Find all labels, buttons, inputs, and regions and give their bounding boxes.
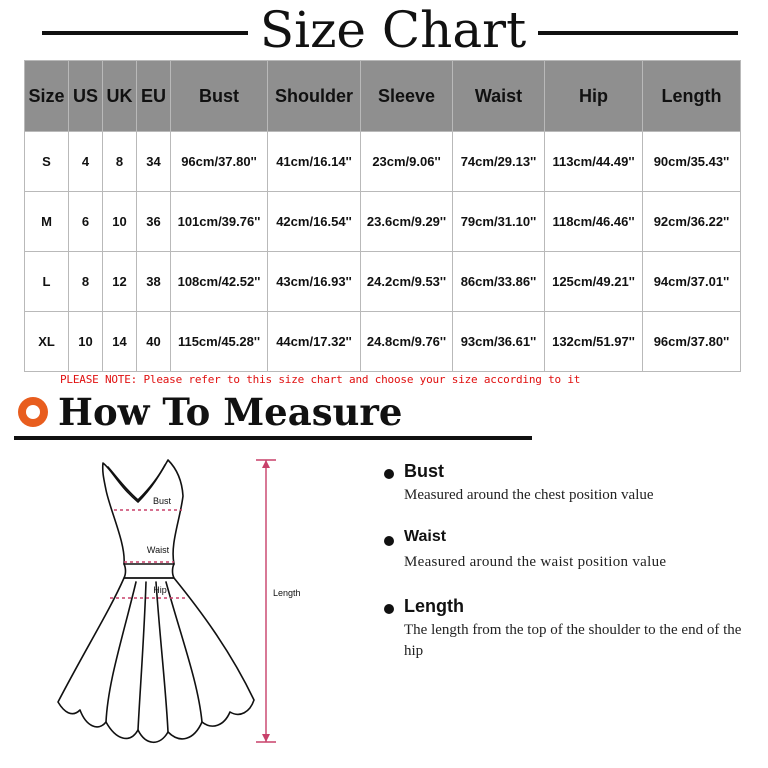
dress-diagram [40,450,330,760]
table-row [25,252,741,312]
table-cell: M [25,192,69,252]
measure-label: Length [404,596,464,616]
how-to-measure-title: How To Measure [58,390,403,434]
table-cell: 132cm/51.97'' [545,312,643,372]
table-cell: 23.6cm/9.29'' [361,192,453,252]
table-cell: 42cm/16.54'' [268,192,361,252]
column-header: Waist [453,61,545,132]
orange-ring-icon [18,397,48,427]
table-cell: 96cm/37.80'' [643,312,741,372]
table-cell: 115cm/45.28'' [171,312,268,372]
table-cell: 125cm/49.21'' [545,252,643,312]
table-cell: 8 [103,132,137,192]
dress-fold [138,582,146,730]
hip-diagram-label: Hip [153,585,167,595]
table-cell: 24.8cm/9.76'' [361,312,453,372]
size-chart-heading [0,2,768,58]
table-cell: 12 [103,252,137,312]
dress-neckline [108,465,165,500]
measure-description: Measured around the chest position value [404,487,654,503]
table-cell: S [25,132,69,192]
dress-fold [166,582,202,722]
bust-diagram-label: Bust [152,496,172,506]
column-header: Bust [171,61,268,132]
dress-waistband [124,564,174,578]
column-header: US [69,61,103,132]
table-cell: 10 [69,312,103,372]
table-cell: L [25,252,69,312]
table-cell: 101cm/39.76'' [171,192,268,252]
table-cell: 24.2cm/9.53'' [361,252,453,312]
table-cell: 79cm/31.10'' [453,192,545,252]
table-cell: 96cm/37.80'' [171,132,268,192]
table-cell: 113cm/44.49'' [545,132,643,192]
column-header: Shoulder [268,61,361,132]
title-rule-left [42,31,248,35]
table-cell: 44cm/17.32'' [268,312,361,372]
title-rule-right [538,31,738,35]
bullet-icon [384,536,394,546]
measure-label: Waist [404,528,447,545]
table-cell: 4 [69,132,103,192]
table-cell: 90cm/35.43'' [643,132,741,192]
length-arrow-top [262,460,270,468]
table-cell: 34 [137,132,171,192]
measure-label: Bust [404,461,444,481]
dress-fold [156,582,168,732]
section-divider [14,436,532,440]
table-cell: 36 [137,192,171,252]
table-cell: 92cm/36.22'' [643,192,741,252]
length-diagram-label: Length [273,588,301,598]
length-arrow-bottom [262,734,270,742]
measure-description: The length from the top of the shoulder to the end of the hip [404,622,742,659]
dress-skirt [58,578,254,742]
column-header: Size [25,61,69,132]
table-cell: 41cm/16.14'' [268,132,361,192]
column-header: UK [103,61,137,132]
page-title: Size Chart [259,1,527,59]
column-header: Hip [545,61,643,132]
dress-fold [106,582,136,722]
table-cell: 94cm/37.01'' [643,252,741,312]
table-cell: 93cm/36.61'' [453,312,545,372]
table-header-row [25,61,741,132]
table-cell: 23cm/9.06'' [361,132,453,192]
table-cell: 40 [137,312,171,372]
table-cell: 74cm/29.13'' [453,132,545,192]
table-row [25,132,741,192]
table-cell: 38 [137,252,171,312]
table-cell: 8 [69,252,103,312]
table-cell: XL [25,312,69,372]
measure-description: Measured around the waist position value [404,554,667,570]
table-cell: 14 [103,312,137,372]
size-note: PLEASE NOTE: Please refer to this size chart and choose your size according to it [60,373,581,386]
table-row [25,192,741,252]
table-cell: 108cm/42.52'' [171,252,268,312]
table-cell: 86cm/33.86'' [453,252,545,312]
column-header: Length [643,61,741,132]
waist-diagram-label: Waist [146,545,170,555]
column-header: Sleeve [361,61,453,132]
table-row [25,312,741,372]
bullet-icon [384,469,394,479]
column-header: EU [137,61,171,132]
table-cell: 10 [103,192,137,252]
size-table [24,60,741,372]
table-cell: 6 [69,192,103,252]
bullet-icon [384,604,394,614]
table-cell: 43cm/16.93'' [268,252,361,312]
table-cell: 118cm/46.46'' [545,192,643,252]
